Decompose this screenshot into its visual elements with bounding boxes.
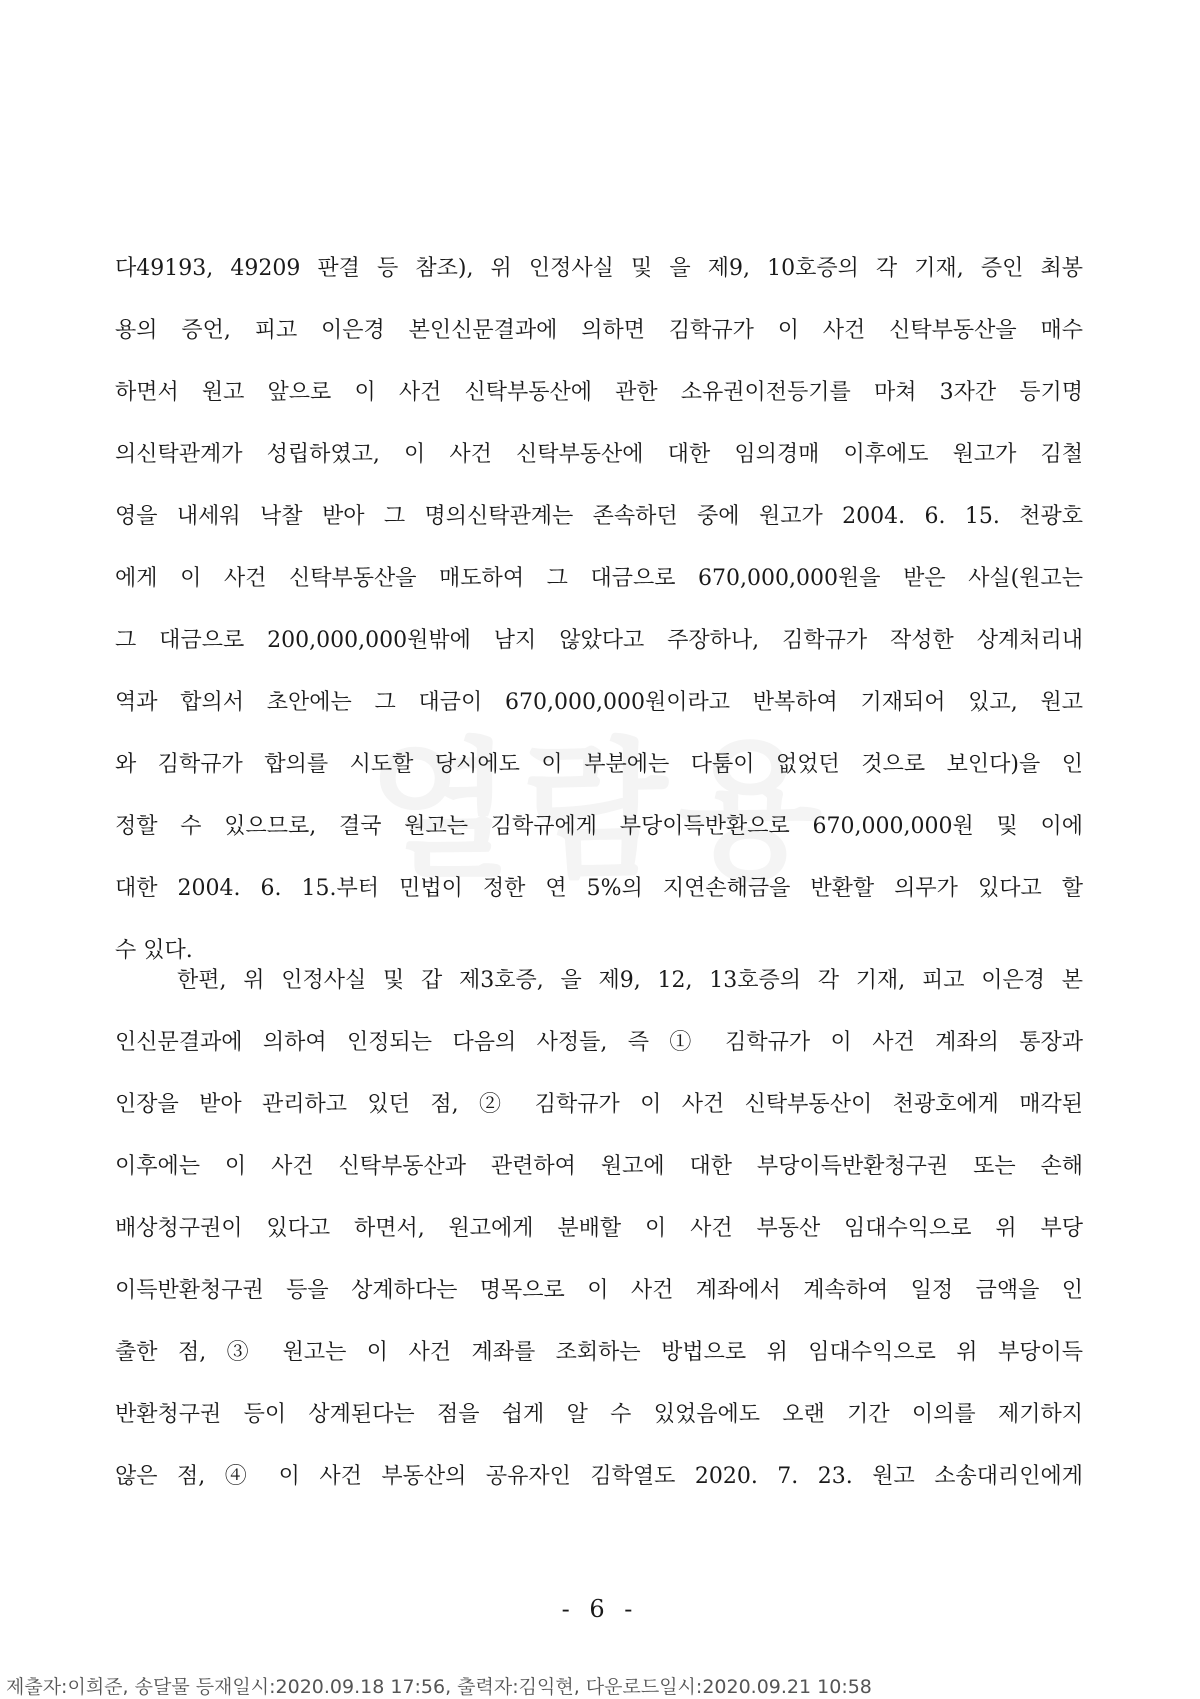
body-paragraph-1 [115,238,1083,982]
text-line: 않은 점, ④ 이 사건 부동산의 공유자인 김학열도 2020. 7. 23. 원고 소송대리인에게 [115,1464,1083,1489]
text-line: 한편, 위 인정사실 및 갑 제3호증, 을 제9, 12, 13호증의 각 기재, 피고 이은경 본 [177,968,1083,993]
text-line: 인장을 받아 관리하고 있던 점, ② 김학규가 이 사건 신탁부동산이 천광호에게 매각된 [115,1092,1083,1117]
text-line: 다49193, 49209 판결 등 참조), 위 인정사실 및 을 제9, 10호증의 각 기재, 증인 최봉 [115,256,1083,281]
text-line: 이득반환청구권 등을 상계하다는 명목으로 이 사건 계좌에서 계속하여 일정 금액을 인 [115,1278,1083,1303]
submission-footer: 제출자:이희준, 송달물 등재일시:2020.09.18 17:56, 출력자:김익현, 다운로드일시:2020.09.21 10:58 [6,1676,872,1698]
text-line: 배상청구권이 있다고 하면서, 원고에게 분배할 이 사건 부동산 임대수익으로 위 부당 [115,1216,1083,1241]
text-line: 인신문결과에 의하여 인정되는 다음의 사정들, 즉 ① 김학규가 이 사건 계좌의 통장과 [115,1030,1083,1055]
text-line: 영을 내세워 낙찰 받아 그 명의신탁관계는 존속하던 중에 원고가 2004. 6. 15. 천광호 [115,504,1083,529]
body-paragraph-2 [115,950,1083,1508]
text-line: 그 대금으로 200,000,000원밖에 남지 않았다고 주장하나, 김학규가 작성한 상계처리내 [115,628,1083,653]
text-line: 반환청구권 등이 상계된다는 점을 쉽게 알 수 있었음에도 오랜 기간 이의를 제기하지 [115,1402,1083,1427]
text-line: 수 있다. [115,938,193,963]
text-line: 역과 합의서 초안에는 그 대금이 670,000,000원이라고 반복하여 기재되어 있고, 원고 [115,690,1083,715]
text-line: 대한 2004. 6. 15.부터 민법이 정한 연 5%의 지연손해금을 반환할 의무가 있다고 할 [115,876,1083,901]
text-line: 하면서 원고 앞으로 이 사건 신탁부동산에 관한 소유권이전등기를 마쳐 3자간 등기명 [115,380,1083,405]
page-number: - 6 - [561,1595,639,1623]
text-line: 출한 점, ③ 원고는 이 사건 계좌를 조회하는 방법으로 위 임대수익으로 위 부당이득 [115,1340,1083,1365]
text-line: 에게 이 사건 신탁부동산을 매도하여 그 대금으로 670,000,000원을 받은 사실(원고는 [115,566,1083,591]
text-line: 용의 증언, 피고 이은경 본인신문결과에 의하면 김학규가 이 사건 신탁부동산을 매수 [115,318,1083,343]
text-line: 의신탁관계가 성립하였고, 이 사건 신탁부동산에 대한 임의경매 이후에도 원고가 김철 [115,442,1083,467]
text-line: 정할 수 있으므로, 결국 원고는 김학규에게 부당이득반환으로 670,000,000원 및 이에 [115,814,1083,839]
text-line: 이후에는 이 사건 신탁부동산과 관련하여 원고에 대한 부당이득반환청구권 또는 손해 [115,1154,1083,1179]
text-line: 와 김학규가 합의를 시도할 당시에도 이 부분에는 다툼이 없었던 것으로 보인다)을 인 [115,752,1083,777]
